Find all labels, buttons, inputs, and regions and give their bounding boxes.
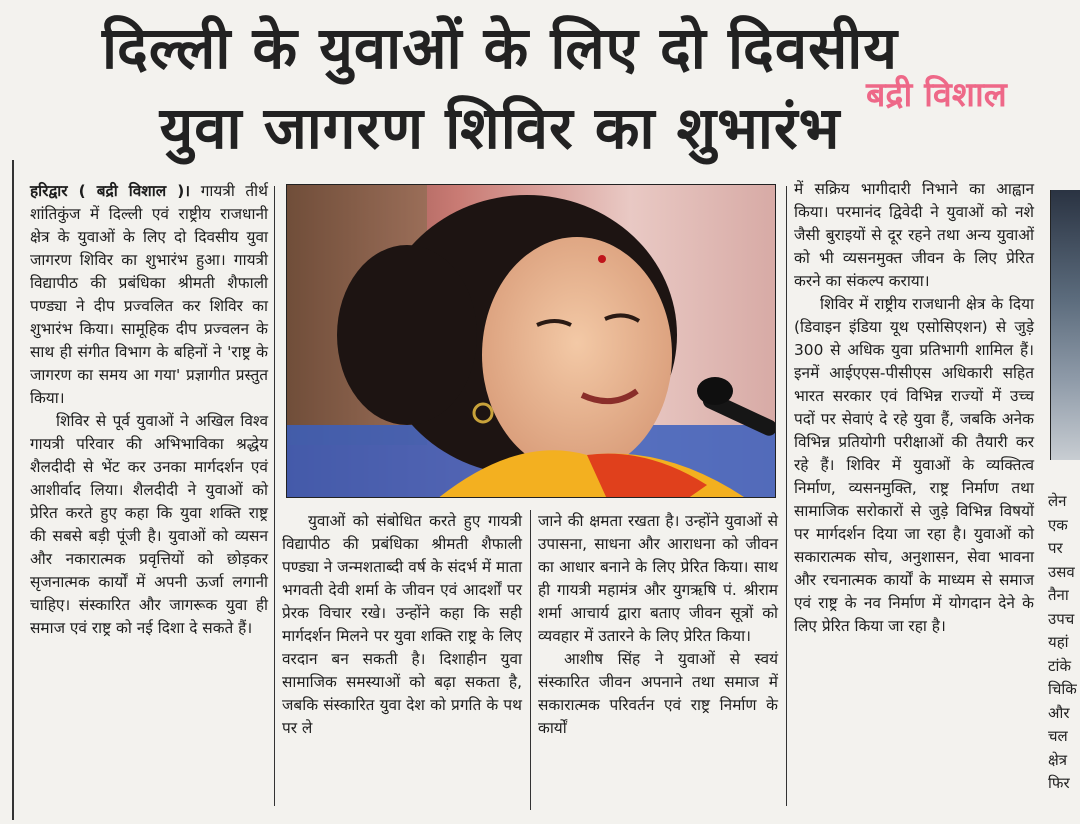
fragment-word: फिर	[1048, 774, 1070, 792]
article-paragraph-3: युवाओं को संबोधित करते हुए गायत्री विद्यापीठ की प्रबंधिका श्रीमती शैफाली पण्ड्या ने जन्मशताब्दी वर्ष के संदर्भ में माता भगवती देवी शर्मा के जीवन एवं आदर्शों पर प्रेरक विचार रखे। उन्होंने कहा कि सही मार्गदर्शन मिलने पर युवा शक्ति राष्ट्र के लिए वरदान बन सकती है। दिशाहीन युवा सामाजिक समस्याओं को बढ़ा सकता है, जबकि संस्कारित युवा देश को प्रगति के पथ पर ले	[282, 512, 522, 737]
article-photo	[286, 184, 776, 498]
fragment-word: तैना	[1048, 586, 1069, 604]
article-column-2	[282, 510, 522, 740]
article-paragraph-1: गायत्री तीर्थ शांतिकुंज में दिल्ली एवं राष्ट्रीय राजधानी क्षेत्र के युवाओं के लिए दो दिवसीय युवा जागरण शिविर का शुभारंभ हुआ। गायत्री विद्यापीठ की प्रबंधिका श्रीमती शैफाली पण्ड्या ने दीप प्रज्वलित कर शिविर का शुभारंभ किया। सामूहिक दीप प्रज्वलन के साथ ही संगीत विभाग के बहिनों ने 'राष्ट्र के जागरण का समय आ गया' प्रज्ञागीत प्रस्तुत किया।	[30, 182, 269, 407]
article-paragraph-4: जाने की क्षमता रखता है। उन्होंने युवाओं से उपासना, साधना और आराधना को जीवन का आधार बनाने के लिए प्रेरित किया। साथ ही गायत्री महामंत्र और युगऋषि पं. श्रीराम शर्मा आचार्य द्वारा बताए जीवन सूत्रों को व्यवहार में उतारने के लिए प्रेरित किया।	[538, 512, 778, 645]
speaker-portrait-image	[287, 185, 776, 498]
dateline: हरिद्वार ( बद्री विशाल )।	[30, 182, 191, 200]
right-edge-fragment	[1048, 490, 1080, 796]
fragment-word: एक	[1048, 515, 1068, 534]
article-paragraph-5: आशीष सिंह ने युवाओं से स्वयं संस्कारित जीवन अपनाने तथा समाज में सकारात्मक परिवर्तन एवं राष्ट्र निर्माण के कार्यों	[538, 650, 778, 737]
fragment-word: क्षेत्र	[1048, 750, 1068, 769]
fragment-word: चिकि	[1048, 680, 1077, 698]
headline-line-2: युवा जागरण शिविर का शुभारंभ	[159, 94, 841, 162]
article-column-3	[538, 510, 778, 740]
fragment-word: उसव	[1048, 562, 1075, 581]
left-edge-fragment	[0, 160, 14, 820]
fragment-word: यहां	[1048, 633, 1069, 651]
fragment-word: और	[1048, 703, 1070, 722]
article-paragraph-2: शिविर से पूर्व युवाओं ने अखिल विश्व गायत्री परिवार की अभिभाविका श्रद्धेय शैलदीदी से भेंट कर उनका मार्गदर्शन एवं आशीर्वाद लिया। शैलदीदी ने युवाओं को प्रेरित करते हुए कहा कि युवा शक्ति राष्ट्र की सबसे बड़ी पूंजी है। युवाओं को व्यसन और नकारात्मक प्रवृत्तियों को छोड़कर सृजनात्मक कार्यों में अपनी ऊर्जा लगानी चाहिए। संस्कारित और जागरूक युवा ही समाज एवं राष्ट्र को नई दिशा दे सकते हैं।	[30, 412, 268, 637]
fragment-word: चल	[1048, 727, 1068, 745]
article-paragraph-7: शिविर में राष्ट्रीय राजधानी क्षेत्र के दिया (डिवाइन इंडिया यूथ एसोसिएशन) से जुड़े 300 से अधिक युवा प्रतिभागी शामिल हैं। इनमें आईएएस-पीसीएस अधिकारी सहित भारत सरकार एवं विभिन्न राज्यों में उच्च पदों पर सेवाएं दे रहे युवा हैं, जबकि अनेक विभिन्न प्रतियोगी परीक्षाओं की तैयारी कर रहे हैं। शिविर में युवाओं के व्यक्तित्व निर्माण, व्यसनमुक्ति, राष्ट्र निर्माण तथा सामाजिक सरोकारों से जुड़े विभिन्न विषयों पर मार्गदर्शन दिया जा रहा है। युवाओं को सकारात्मक सोच, अनुशासन, सेवा भावना और रचनात्मक कार्यों के माध्यम से समाज एवं राष्ट्र के नव निर्माण में योगदान देने के लिए प्रेरित किया जा रहा है।	[794, 295, 1034, 635]
column-rule	[530, 510, 531, 810]
fragment-word: पर	[1048, 539, 1063, 557]
fragment-word: टांके	[1048, 656, 1071, 675]
fragment-word: उपच	[1048, 609, 1075, 628]
neighbor-photo-fragment	[1050, 190, 1080, 460]
fragment-word: लेन	[1048, 492, 1067, 510]
reporter-overlay: बद्री विशाल	[866, 75, 1007, 115]
article-column-4	[794, 178, 1034, 638]
article-column-1	[30, 180, 268, 640]
column-rule	[786, 186, 787, 806]
article-paragraph-6: में सक्रिय भागीदारी निभाने का आह्वान किया। परमानंद द्विवेदी ने युवाओं को नशे जैसी बुराइयों से दूर रहने तथा अन्य युवाओं को भी व्यसनमुक्त जीवन के लिए प्रेरित करने का संकल्प कराया।	[794, 180, 1034, 290]
headline-line-1: दिल्ली के युवाओं के लिए दो दिवसीय	[102, 14, 898, 82]
column-rule	[274, 186, 275, 806]
